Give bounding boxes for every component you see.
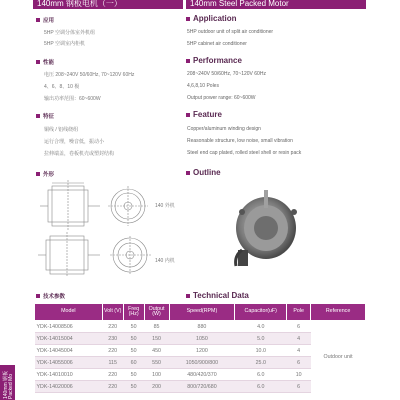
cell-volt: 220 xyxy=(102,381,123,393)
cell-pole: 6 xyxy=(287,357,311,369)
col-header-capacitor: Capacitor(uF) xyxy=(235,304,287,321)
cell-freq: 50 xyxy=(123,345,144,357)
outline-label-outer: 140 外机 xyxy=(155,203,175,209)
side-tab-line1: 140mm 钢板 xyxy=(3,370,9,399)
cell-pole: 6 xyxy=(287,381,311,393)
cell-speed: 1050/900/800 xyxy=(169,357,235,369)
feature-cn-heading: 特征 xyxy=(36,112,54,120)
cell-volt: 230 xyxy=(102,333,123,345)
feature-en-line: Reasonable structure, low noise, small vibration xyxy=(187,138,293,144)
cell-reference: Outdoor unit xyxy=(311,321,366,393)
col-header-volt: Volt (V) xyxy=(102,304,123,321)
application-en-heading: Application xyxy=(186,14,237,23)
application-en-line: 5HP outdoor unit of split air conditioner xyxy=(187,29,274,35)
feature-cn-line: 拉伸端盖，卷板机壳或塑封结构 xyxy=(44,151,115,157)
bullet-square-icon xyxy=(36,60,40,64)
bullet-square-icon xyxy=(186,59,190,63)
motor-photo xyxy=(228,190,308,268)
cell-model: YDK-14010010 xyxy=(35,369,103,381)
cell-capacitor: 4.0 xyxy=(235,321,287,333)
feature-en-line: Steel end cap plated, rolled steel shell or resin pack xyxy=(187,150,302,156)
application-en-line: 5HP cabinet air conditioner xyxy=(187,41,247,47)
application-cn-line: 5HP 空调室内柜机 xyxy=(44,41,86,47)
col-header-reference: Reference xyxy=(311,304,366,321)
cell-model: YDK-14020006 xyxy=(35,381,103,393)
cell-capacitor: 6.0 xyxy=(235,381,287,393)
inner-unit-drawing xyxy=(38,232,153,277)
outline-label-inner: 140 内机 xyxy=(155,258,175,264)
table-row xyxy=(35,321,366,333)
col-header-freq: Freq (Hz) xyxy=(123,304,144,321)
performance-cn-line: 输出功率范围：60~600W xyxy=(44,96,101,102)
cell-model: YDK-14045004 xyxy=(35,345,103,357)
tech-cn-heading: 技术参数 xyxy=(36,292,65,300)
cell-freq: 50 xyxy=(123,381,144,393)
cell-freq: 50 xyxy=(123,369,144,381)
performance-en-line: 4,6,8,10 Poles xyxy=(187,83,219,89)
cell-speed: 1050 xyxy=(169,333,235,345)
cell-volt: 220 xyxy=(102,369,123,381)
bullet-square-icon xyxy=(186,171,190,175)
cell-capacitor: 5.0 xyxy=(235,333,287,345)
bullet-square-icon xyxy=(186,113,190,117)
bullet-square-icon xyxy=(36,18,40,22)
tech-en-heading: Technical Data xyxy=(186,291,249,300)
cell-freq: 50 xyxy=(123,321,144,333)
cell-output: 100 xyxy=(144,369,169,381)
cell-pole: 6 xyxy=(287,321,311,333)
cell-pole: 10 xyxy=(287,369,311,381)
cell-output: 450 xyxy=(144,345,169,357)
table-header-row xyxy=(35,304,366,321)
tech-data-table xyxy=(34,303,366,393)
bullet-square-icon xyxy=(36,114,40,118)
cell-capacitor: 10.0 xyxy=(235,345,287,357)
cell-model: YDK-14015004 xyxy=(35,333,103,345)
cell-model: YDK-14055006 xyxy=(35,357,103,369)
cell-speed: 800/720/680 xyxy=(169,381,235,393)
bullet-square-icon xyxy=(186,294,190,298)
cell-capacitor: 6.0 xyxy=(235,369,287,381)
application-cn-line: 5HP 空调分体室外机组 xyxy=(44,30,96,36)
performance-en-heading: Performance xyxy=(186,56,242,65)
cell-capacitor: 25.0 xyxy=(235,357,287,369)
outer-unit-drawing xyxy=(38,180,148,230)
feature-en-heading: Feature xyxy=(186,110,222,119)
bullet-square-icon xyxy=(36,294,40,298)
cell-output: 200 xyxy=(144,381,169,393)
outline-en-heading: Outline xyxy=(186,168,221,177)
cell-volt: 220 xyxy=(102,321,123,333)
header-left-title: 140mm 钢板电机（一） xyxy=(33,0,183,9)
cell-output: 85 xyxy=(144,321,169,333)
col-header-model: Model xyxy=(35,304,103,321)
outline-cn-heading: 外形 xyxy=(36,170,54,178)
application-cn-heading: 应用 xyxy=(36,16,54,24)
bullet-square-icon xyxy=(186,17,190,21)
cell-volt: 220 xyxy=(102,345,123,357)
cell-volt: 115 xyxy=(102,357,123,369)
cell-pole: 4 xyxy=(287,333,311,345)
performance-cn-line: 电压 208~240V 50/60Hz, 70~120V 60Hz xyxy=(44,72,135,78)
cell-output: 150 xyxy=(144,333,169,345)
feature-cn-line: 铜线 / 铝线绕组 xyxy=(44,127,79,133)
performance-cn-heading: 性能 xyxy=(36,58,54,66)
performance-en-line: 208~240V 50/60Hz, 70~120V 60Hz xyxy=(187,71,266,77)
cell-freq: 50 xyxy=(123,333,144,345)
side-tab-line2: Packed Mo xyxy=(8,373,14,399)
header-right-title: 140mm Steel Packed Motor xyxy=(186,0,366,9)
col-header-pole: Pole xyxy=(287,304,311,321)
performance-cn-line: 4、6、8、10 极 xyxy=(44,84,80,90)
feature-cn-line: 运行合理，噪音低，振动小 xyxy=(44,139,105,145)
col-header-speed: Speed(RPM) xyxy=(169,304,235,321)
cell-model: YDK-14008506 xyxy=(35,321,103,333)
bullet-square-icon xyxy=(36,172,40,176)
feature-en-line: Copper/aluminum winding design xyxy=(187,126,261,132)
cell-speed: 1200 xyxy=(169,345,235,357)
performance-en-line: Output power range: 60~600W xyxy=(187,95,256,101)
cell-speed: 480/420/370 xyxy=(169,369,235,381)
col-header-output: Output (W) xyxy=(144,304,169,321)
cell-output: 550 xyxy=(144,357,169,369)
cell-speed: 880 xyxy=(169,321,235,333)
side-tab xyxy=(0,365,15,400)
cell-pole: 4 xyxy=(287,345,311,357)
cell-freq: 60 xyxy=(123,357,144,369)
